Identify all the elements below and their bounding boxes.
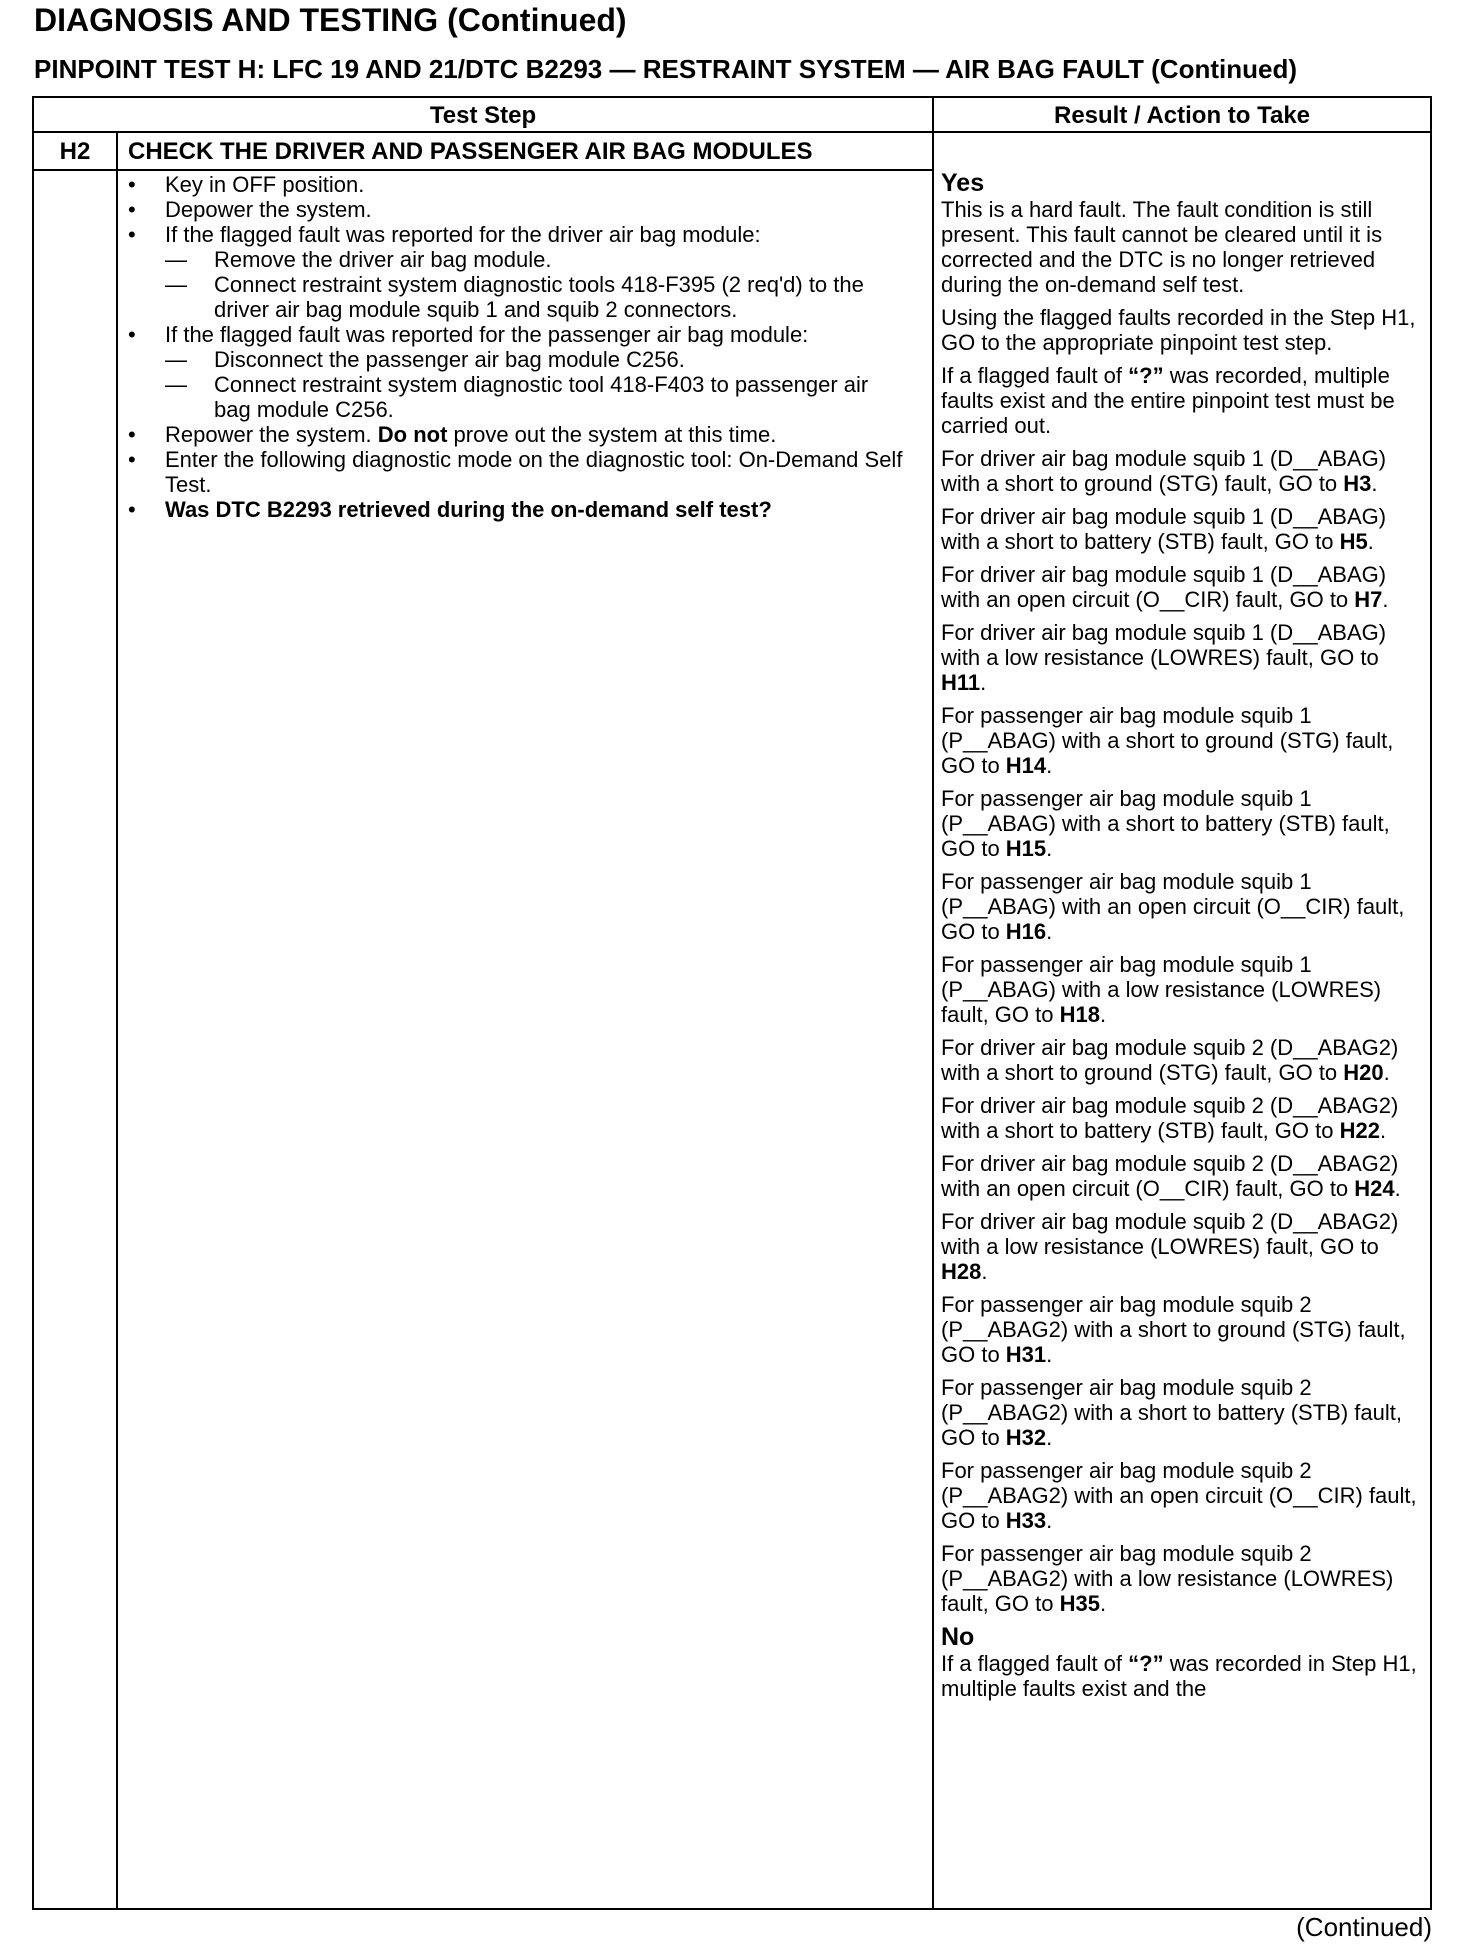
no-text: If a flagged fault of “?” was recorded in Step H1, multiple faults exist and the xyxy=(941,1651,1417,1701)
bullet-icon: • xyxy=(128,447,136,472)
result-item: For passenger air bag module squib 1 (P__ABAG) with a short to battery (STB) fault, GO to H15. xyxy=(941,786,1390,861)
result-item: For driver air bag module squib 2 (D__ABAG2) with an open circuit (O__CIR) fault, GO to H24. xyxy=(941,1151,1401,1201)
bullet-icon: • xyxy=(128,322,136,347)
result-item: For driver air bag module squib 2 (D__ABAG2) with a short to ground (STG) fault, GO to H20. xyxy=(941,1035,1399,1085)
result-item: For driver air bag module squib 2 (D__ABAG2) with a short to battery (STB) fault, GO to H22. xyxy=(941,1093,1399,1143)
goto-step-link: H11 xyxy=(941,670,981,695)
result-item: For passenger air bag module squib 1 (P__ABAG) with an open circuit (O__CIR) fault, GO to H16. xyxy=(941,869,1405,944)
bullet-icon: • xyxy=(128,422,136,447)
goto-step-link: H35 xyxy=(1059,1591,1100,1616)
no-heading: No xyxy=(941,1623,975,1651)
result-item: For driver air bag module squib 1 (D__ABAG) with an open circuit (O__CIR) fault, GO to H7. xyxy=(941,562,1389,612)
result-item: For driver air bag module squib 1 (D__ABAG) with a short to battery (STB) fault, GO to H5. xyxy=(941,504,1387,554)
list-item: • Depower the system. xyxy=(128,197,372,222)
column-header-result: Result / Action to Take xyxy=(1053,102,1311,129)
column-header-test-step: Test Step xyxy=(429,102,537,129)
bullet-icon: • xyxy=(128,222,136,247)
list-item: • If the flagged fault was reported for the passenger air bag module: — Disconnect the passenger air bag module C256. — Connect restraint system diagnostic tool 418-F403 to passenger air bag module C256. xyxy=(128,322,908,422)
goto-step-link: H16 xyxy=(1005,919,1047,944)
goto-step-link: H24 xyxy=(1354,1176,1395,1201)
bullet-icon: • xyxy=(128,172,136,197)
header-divider xyxy=(32,131,1432,133)
yes-text: This is a hard fault. The fault condition is still present. This fault cannot be cleared until it is corrected and the DTC is no longer retrieved during the on-demand self test. xyxy=(941,197,1383,297)
result-item: For driver air bag module squib 1 (D__ABAG) with a low resistance (LOWRES) fault, GO to H11. xyxy=(941,620,1387,695)
goto-step-link: H14 xyxy=(1005,753,1047,778)
goto-step-link: H7 xyxy=(1354,587,1383,612)
using-text: Using the flagged faults recorded in the Step H1, GO to the appropriate pinpoint test step. xyxy=(941,305,1416,355)
step-id: H2 xyxy=(59,138,91,165)
sub-list xyxy=(165,247,908,322)
multiple-faults-text: If a flagged fault of “?” was recorded, multiple faults exist and the entire pinpoint test must be carried out. xyxy=(941,363,1395,438)
goto-step-link: H28 xyxy=(941,1259,982,1284)
goto-step-link: H15 xyxy=(1005,836,1047,861)
dash-icon: — xyxy=(165,247,187,272)
sub-list-item: — Connect restraint system diagnostic tools 418-F395 (2 req'd) to the driver air bag module squib 1 and squib 2 connectors. xyxy=(165,272,864,322)
dash-icon: — xyxy=(165,347,187,372)
continued-label: (Continued) xyxy=(1296,1912,1432,1942)
result-item: For driver air bag module squib 2 (D__ABAG2) with a low resistance (LOWRES) fault, GO to H28. xyxy=(941,1209,1399,1284)
dash-icon: — xyxy=(165,372,187,397)
result-item: For passenger air bag module squib 2 (P__ABAG2) with a short to ground (STG) fault, GO to H31. xyxy=(941,1292,1406,1367)
result-action-column xyxy=(941,170,1427,1701)
result-items xyxy=(941,446,1427,1616)
test-step-list xyxy=(128,172,908,522)
sub-list xyxy=(165,347,908,422)
goto-step-link: H31 xyxy=(1005,1342,1047,1367)
step-row-divider xyxy=(32,169,934,171)
dash-icon: — xyxy=(165,272,187,297)
bullet-icon: • xyxy=(128,497,136,522)
result-item: For passenger air bag module squib 1 (P__ABAG) with a short to ground (STG) fault, GO to H14. xyxy=(941,703,1394,778)
result-item: For passenger air bag module squib 2 (P__ABAG2) with a short to battery (STB) fault, GO to H32. xyxy=(941,1375,1402,1450)
bullet-icon: • xyxy=(128,197,136,222)
step-id-divider xyxy=(116,131,118,1910)
sub-list-item: — Remove the driver air bag module. xyxy=(165,247,552,272)
list-item: • Enter the following diagnostic mode on the diagnostic tool: On-Demand Self Test. xyxy=(128,447,903,497)
goto-step-link: H22 xyxy=(1339,1118,1380,1143)
sub-list-item: — Connect restraint system diagnostic tool 418-F403 to passenger air bag module C256. xyxy=(165,372,869,422)
goto-step-link: H5 xyxy=(1339,529,1368,554)
yes-heading: Yes xyxy=(941,169,985,197)
column-divider xyxy=(932,96,934,1910)
pinpoint-test-title: PINPOINT TEST H: LFC 19 AND 21/DTC B2293 — RESTRAINT SYSTEM — AIR BAG FAULT (Continued) xyxy=(34,54,1297,84)
goto-step-link: H20 xyxy=(1343,1060,1384,1085)
result-item: For driver air bag module squib 1 (D__ABAG) with a short to ground (STG) fault, GO to H3. xyxy=(941,446,1387,496)
list-item: • Key in OFF position. xyxy=(128,172,365,197)
result-item: For passenger air bag module squib 1 (P__ABAG) with a low resistance (LOWRES) fault, GO to H18. xyxy=(941,952,1382,1027)
goto-step-link: H32 xyxy=(1005,1425,1047,1450)
list-item: • Repower the system. Do not prove out the system at this time. xyxy=(128,422,777,447)
page-title: DIAGNOSIS AND TESTING (Continued) xyxy=(34,2,627,38)
goto-step-link: H3 xyxy=(1343,471,1372,496)
result-item: For passenger air bag module squib 2 (P__ABAG2) with a low resistance (LOWRES) fault, GO to H35. xyxy=(941,1541,1394,1616)
list-item: • Was DTC B2293 retrieved during the on-demand self test? xyxy=(128,497,772,522)
result-item: For passenger air bag module squib 2 (P__ABAG2) with an open circuit (O__CIR) fault, GO to H33. xyxy=(941,1458,1417,1533)
step-title: CHECK THE DRIVER AND PASSENGER AIR BAG MODULES xyxy=(128,138,813,165)
goto-step-link: H18 xyxy=(1059,1002,1100,1027)
goto-step-link: H33 xyxy=(1005,1508,1047,1533)
list-item: • If the flagged fault was reported for the driver air bag module: — Remove the driver air bag module. — Connect restraint system diagnostic tools 418-F395 (2 req'd) to the driver air bag module squib 1 and squib 2 connectors. xyxy=(128,222,908,322)
sub-list-item: — Disconnect the passenger air bag module C256. xyxy=(165,347,685,372)
